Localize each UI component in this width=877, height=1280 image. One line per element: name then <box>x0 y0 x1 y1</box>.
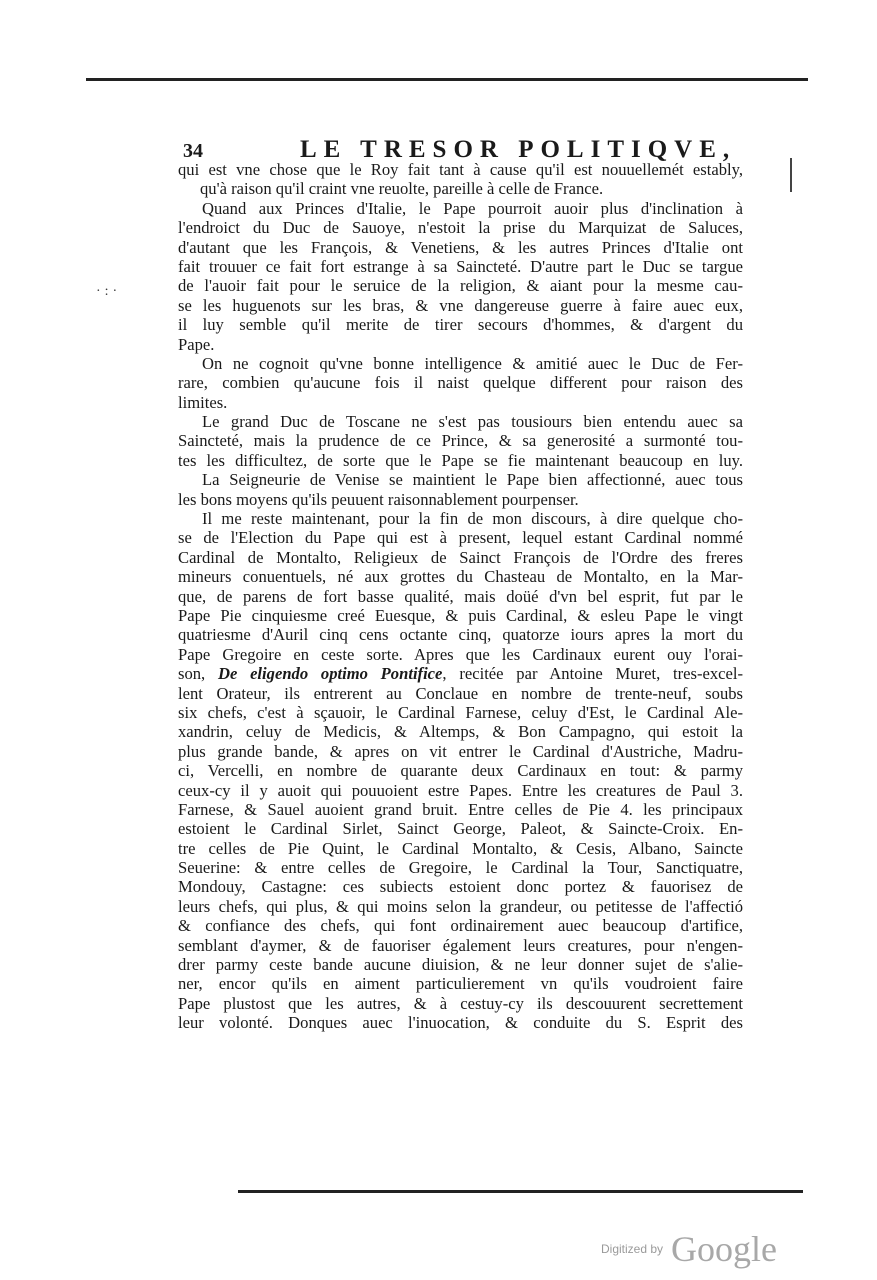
text-line: Seuerine: & entre celles de Gregoire, le Cardinal la Tour, Sanctiquatre, <box>178 858 743 878</box>
stray-marks: ·:· <box>96 284 122 299</box>
text-line: fait trouuer ce fait fort estrange à sa Saincteté. D'autre part le Duc se targue <box>178 256 743 276</box>
text-line: les bons moyens qu'ils peuuent raisonnablement pourpenser. <box>178 489 579 509</box>
text-line: ci, Vercelli, en nombre de quarante deux Cardinaux en tout: & parmy <box>178 761 743 781</box>
text-line: drer parmy ceste bande aucune diuision, & ne leur donner sujet de s'alie- <box>178 955 743 975</box>
text-line: plus grande bande, & apres on vit entrer le Cardinal d'Austriche, Madru- <box>178 741 743 761</box>
text-line: Farnese, & Sauel auoient grand bruit. Entre celles de Pie 4. les principaux <box>178 799 743 819</box>
bottom-rule <box>238 1190 803 1193</box>
text-line: il luy semble qu'il merite de tirer secours d'hommes, & d'argent du <box>178 315 743 335</box>
text-line: de l'auoir fait pour le seruice de la religion, & aiant pour la mesme cau- <box>178 276 743 296</box>
text-line: Mondouy, Castagne: ces subiects estoient donc portez & fauorisez de <box>178 877 743 897</box>
text-line: estoient le Cardinal Sirlet, Sainct George, Paleot, & Saincte-Croix. En- <box>178 819 743 839</box>
text-line: On ne cognoit qu'vne bonne intelligence & amitié auec le Duc de Fer- <box>202 353 743 373</box>
page-number: 34 <box>183 140 203 162</box>
text-line: tes les difficultez, de sorte que le Pape se fie maintenant beaucoup en luy. <box>178 450 743 470</box>
margin-mark <box>790 158 792 192</box>
text-line: que, de parens de fort basse qualité, mais doüé d'vn bel esprit, fut par le <box>178 586 743 606</box>
text-line: l'endroict du Duc de Sauoye, n'estoit la prise du Marquizat de Saluces, <box>178 218 743 238</box>
text-line: six chefs, c'est à sçauoir, le Cardinal Farnese, celuy d'Est, le Cardinal Ale- <box>178 702 743 722</box>
text-line: La Seigneurie de Venise se maintient le Pape bien affectionné, auec tous <box>202 470 743 490</box>
text-line: Pape plustost que les autres, & à cestuy-cy ils descouurent secrettement <box>178 993 743 1013</box>
text-line <box>178 664 743 683</box>
latin-title: De eligendo optimo Pontifice <box>217 664 443 684</box>
text-line: mineurs conuentuels, né aux grottes du Chasteau de Montalto, en la Mar- <box>178 567 743 587</box>
running-head: LE TRESOR POLITIQVE, <box>300 136 737 163</box>
text-line: ceux-cy il y auoit qui pouuoient estre Papes. Entre les creatures de Paul 3. <box>178 780 743 800</box>
text-line: Cardinal de Montalto, Religieux de Sainct François de l'Ordre des freres <box>178 547 743 567</box>
text-line: quatriesme d'Auril cinq cens octante cinq, quatorze iours apres la mort du <box>178 625 743 645</box>
text-fragment: son, De eligendo optimo Pontifice, recitée par Antoine Muret, tres-excel- <box>178 664 743 684</box>
text-line: se de l'Election du Pape qui est à present, lequel estant Cardinal nommé <box>178 528 743 548</box>
top-rule <box>86 78 808 81</box>
text-line: ner, encor qu'ils en aiment particulierement vn qu'ils voudroient faire <box>178 974 743 994</box>
text-line: Il me reste maintenant, pour la fin de mon discours, à dire quelque cho- <box>202 509 743 529</box>
text-line: leurs chefs, qui plus, & qui moins selon la grandeur, ou petitesse de l'affectió <box>178 896 743 916</box>
text-line: & confiance des chefs, qui font ordinairement auec beaucoup d'artifice, <box>178 916 743 936</box>
text-line: leur volonté. Donques auec l'inuocation, & conduite du S. Esprit des <box>178 1013 743 1033</box>
text-line: lent Orateur, ils entrerent au Conclaue en nombre de trente-neuf, soubs <box>178 683 743 703</box>
google-logo: Google <box>671 1229 778 1269</box>
text-line: xandrin, celuy de Medicis, & Altemps, & Bon Campagno, qui estoit la <box>178 722 743 742</box>
text-line: Pape. <box>178 334 215 354</box>
text-line: d'autant que les François, & Venetiens, & les autres Princes d'Italie ont <box>178 237 743 257</box>
body-text <box>178 160 743 1033</box>
watermark-prefix: Digitized by <box>601 1242 664 1256</box>
text-line: Quand aux Princes d'Italie, le Pape pourroit auoir plus d'inclination à <box>202 198 743 218</box>
text-line: tre celles de Pie Quint, le Cardinal Montalto, & Cesis, Albano, Saincte <box>178 838 743 858</box>
text-line: Le grand Duc de Toscane ne s'est pas tousiours bien entendu auec sa <box>202 412 743 432</box>
text-line: qu'à raison qu'il craint vne reuolte, pareille à celle de France. <box>200 179 604 199</box>
digitized-by-google-watermark <box>601 1228 777 1270</box>
text-line: Saincteté, mais la prudence de ce Prince, & sa generosité a surmonté tou- <box>178 431 743 451</box>
text-line: rare, combien qu'aucune fois il naist quelque different pour raison des <box>178 373 743 393</box>
text-line: qui est vne chose que le Roy fait tant à cause qu'il est nouuellemét estably, <box>178 160 743 179</box>
text-line: semblant d'aymer, & de fauoriser également leurs creatures, pour n'engen- <box>178 935 743 955</box>
text-line: se les huguenots sur les bras, & vne dangereuse guerre à faire auec eux, <box>178 295 743 315</box>
text-line: limites. <box>178 392 228 412</box>
text-line: Pape Pie cinquiesme creé Euesque, & puis Cardinal, & esleu Pape le vingt <box>178 605 743 625</box>
text-line: Pape Gregoire en ceste sorte. Apres que les Cardinaux eurent ouy l'orai- <box>178 644 743 664</box>
